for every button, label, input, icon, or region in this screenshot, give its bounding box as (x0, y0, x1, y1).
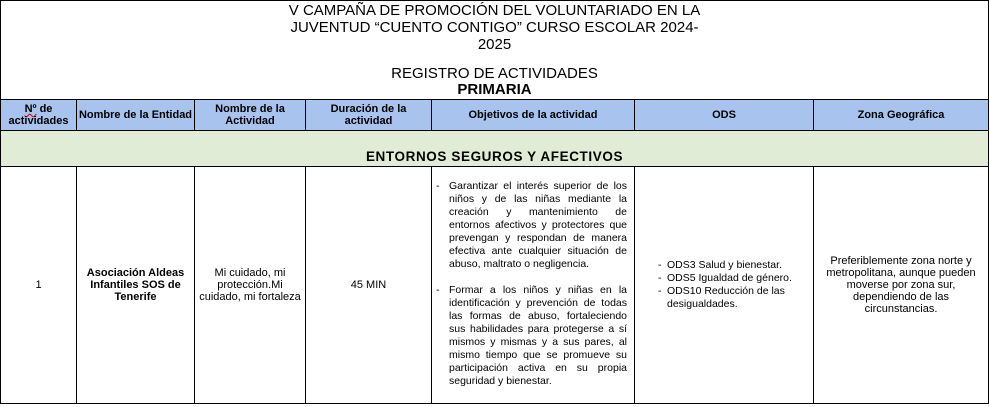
objectives-list (436, 180, 627, 388)
cell-entity (77, 167, 195, 404)
ods-text: ODS3 Salud y bienestar. (667, 259, 782, 271)
education-level: PRIMARIA (457, 81, 532, 98)
list-item: - ODS5 Igualdad de género. (658, 272, 792, 284)
cell-zone (814, 167, 989, 404)
section-title-cell (1, 131, 989, 167)
document-title-line-2: JUVENTUD “CUENTO CONTIGO” CURSO ESCOLAR 2024- (290, 19, 699, 36)
cell-objectives (432, 167, 635, 404)
col-header-zone: Zona Geográfica (814, 100, 989, 131)
col-header-duration: Duración de la actividad (306, 100, 432, 131)
col-header-objectives: Objetivos de la actividad (432, 100, 635, 131)
col-header-number-line2: actividades (8, 115, 69, 127)
entity-name: Asociación Aldeas Infantiles SOS de Tenerife (86, 267, 185, 303)
section-row (1, 131, 989, 167)
table-row (1, 167, 989, 404)
col-header-number-prefix: Nº (24, 103, 37, 115)
document-subtitle: REGISTRO DE ACTIVIDADES (391, 65, 598, 82)
title-block (1, 1, 989, 100)
col-header-entity: Nombre de la Entidad (77, 100, 195, 131)
list-item: - ODS3 Salud y bienestar. (658, 259, 782, 271)
activity-name: Mi cuidado, mi protección.Mi cuidado, mi fortaleza (199, 267, 301, 303)
cell-ods (635, 167, 814, 404)
ods-text: ODS10 Reducción de las desigualdades. (667, 285, 785, 310)
col-header-number-suffix: de (36, 103, 53, 115)
document-title-line-1: V CAMPAÑA DE PROMOCIÓN DEL VOLUNTARIADO EN LA (288, 2, 701, 19)
cell-duration: 45 MIN (306, 167, 432, 404)
col-header-activity: Nombre de la Actividad (195, 100, 306, 131)
document-title-line-3: 2025 (477, 36, 512, 53)
list-item: - ODS10 Reducción de las desigualdades. (658, 285, 785, 310)
section-title: ENTORNOS SEGUROS Y AFECTIVOS (365, 149, 624, 164)
ods-list (658, 259, 813, 311)
cell-activity (195, 167, 306, 404)
col-header-number (1, 100, 77, 131)
ods-text: ODS5 Igualdad de género. (667, 272, 792, 284)
col-header-ods: ODS (635, 100, 814, 131)
list-item: - Formar a los niños y niñas en la identificación y prevención de todas las formas de abuso, fortaleciendo sus habilidades para protegerse a sí mismos y mismas y a sus pares, al mismo tiempo que se promueve su participación activa en su propia seguridad y bienestar. (436, 284, 627, 387)
objective-text: Garantizar el interés superior de los niños y de las niñas mediante la creación y mantenimiento de entornos afectivos y protectores que prevengan y respondan de manera efectiva ante cualquier situación de abuso, maltrato o negligencia. (449, 180, 627, 270)
zone-text: Preferiblemente zona norte y metropolitana, aunque pueden moverse por zona sur, dependiendo de las circunstancias. (826, 255, 976, 315)
objective-text: Formar a los niños y niñas en la identificación y prevención de todas las formas de abuso, fortaleciendo sus habilidades para protegerse a sí mismos y mismas y a sus pares, al mismo tiempo que se promueve su participación activa en su propia seguridad y bienestar. (449, 284, 627, 387)
column-header-row (1, 100, 989, 131)
list-item: - Garantizar el interés superior de los niños y de las niñas mediante la creación y mantenimiento de entornos afectivos y protectores que prevengan y respondan de manera efectiva ante cualquier situación de abuso, maltrato o negligencia. (436, 180, 627, 270)
cell-number: 1 (1, 167, 77, 404)
